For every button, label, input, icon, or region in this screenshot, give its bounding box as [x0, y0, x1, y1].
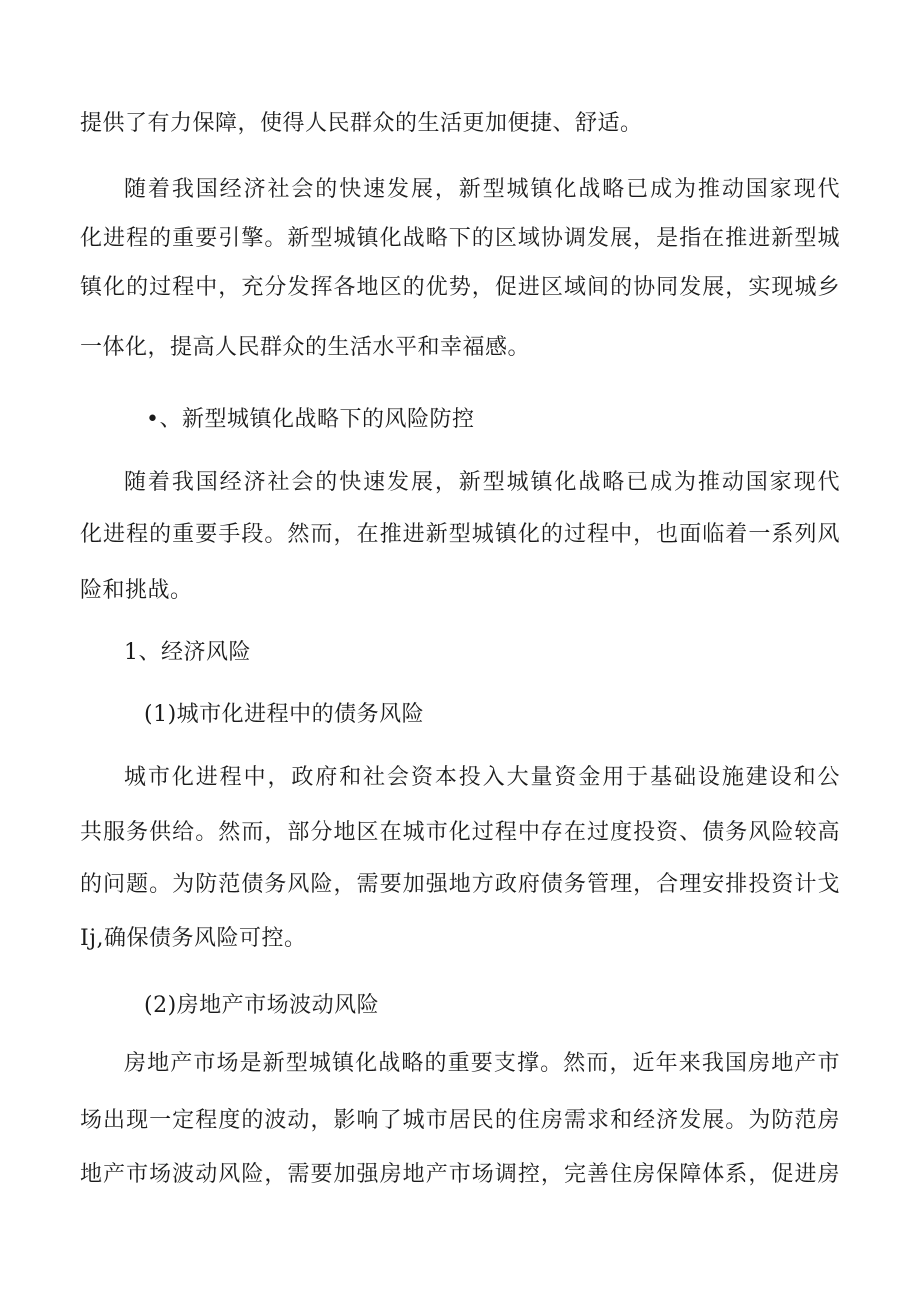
paragraph-line: 地产市场波动风险，需要加强房地产市场调控，完善住房保障体系，促进房 — [80, 1162, 840, 1187]
paragraph-line: 镇化的过程中，充分发挥各地区的优势，促进区域间的协同发展，实现城乡 — [80, 275, 840, 300]
paragraph-line: 提供了有力保障，使得人民群众的生活更加便捷、舒适。 — [80, 111, 643, 136]
paragraph-line: 的问题。为防范债务风险，需要加强地方政府债务管理，合理安排投资计戈 — [80, 872, 840, 897]
paragraph-line: Ij,确保债务风险可控。 — [80, 926, 307, 951]
subsubheading-real-estate-risk: (2)房地产市场波动风险 — [144, 993, 380, 1018]
paragraph-line: 城市化进程中，政府和社会资本投入大量资金用于基础设施建设和公 — [124, 765, 840, 790]
paragraph-line: 化进程的重要引擎。新型城镇化战略下的区域协调发展，是指在推进新型城 — [80, 226, 840, 251]
subheading-economic-risk: 1、经济风险 — [124, 640, 251, 665]
paragraph-line: 险和挑战。 — [80, 578, 193, 603]
paragraph-line: 化进程的重要手段。然而，在推进新型城镇化的过程中，也面临着一系列风 — [80, 522, 840, 547]
paragraph-line: 一体化，提高人民群众的生活水平和幸福感。 — [80, 335, 531, 360]
section-heading: •、新型城镇化战略下的风险防控 — [146, 407, 475, 432]
paragraph-line: 场出现一定程度的波动，影响了城市居民的住房需求和经济发展。为防范房 — [80, 1108, 840, 1133]
paragraph-line: 共服务供给。然而，部分地区在城市化过程中存在过度投资、债务风险较高 — [80, 820, 840, 845]
paragraph-line: 随着我国经济社会的快速发展，新型城镇化战略已成为推动国家现代 — [124, 177, 840, 202]
paragraph-line: 随着我国经济社会的快速发展，新型城镇化战略已成为推动国家现代 — [124, 470, 840, 495]
subsubheading-debt-risk: (1)城市化进程中的债务风险 — [144, 702, 425, 727]
paragraph-line: 房地产市场是新型城镇化战略的重要支撑。然而，近年来我国房地产市 — [124, 1051, 840, 1076]
